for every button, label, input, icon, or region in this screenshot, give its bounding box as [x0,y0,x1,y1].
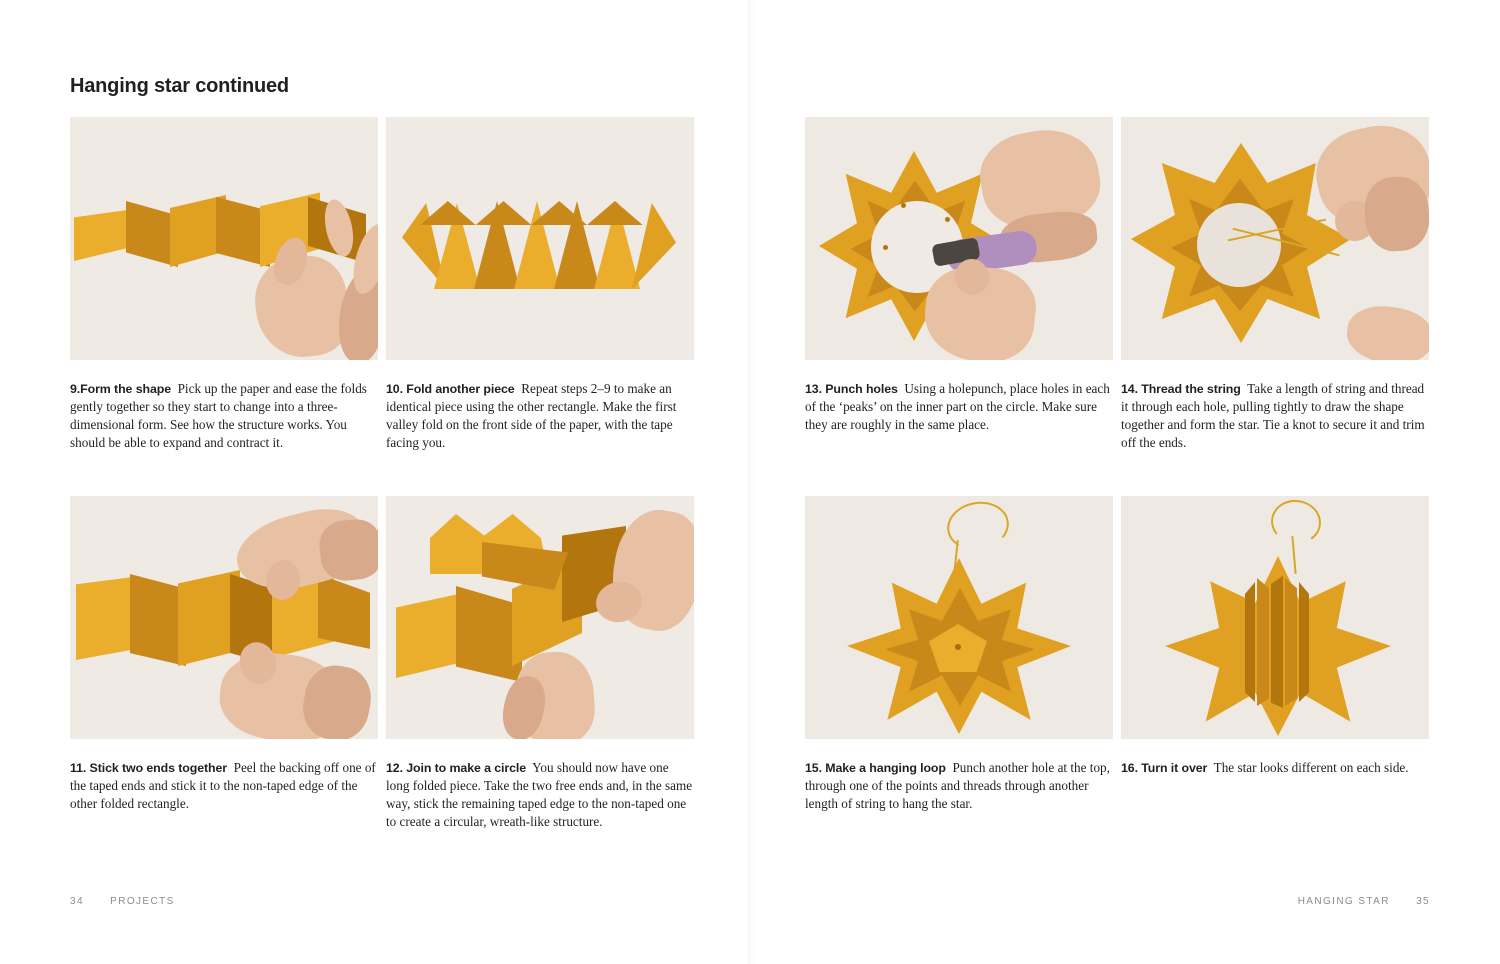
step-12-caption [386,759,694,831]
step-11-image [70,496,378,739]
step-15-heading: Make a hanging loop [825,761,946,775]
step-14-body: Take a length of string and thread it through each hole, pulling tightly to draw the shape together and form the star. Tie a knot to secure it and trim off the ends. [1121,381,1425,450]
step-16-caption [1121,759,1429,777]
footer-section-left: PROJECTS [110,896,175,907]
step-16-number: 16. [1121,761,1138,775]
page-title: Hanging star continued [70,75,289,98]
step-15-number: 15. [805,761,822,775]
step-10-body: Repeat steps 2–9 to make an identical piece using the other rectangle. Make the first valley fold on the front side of the paper, with the tape facing you. [386,381,677,450]
step-11-body: Peel the backing off one of the taped ends and stick it to the non-taped edge of the other folded rectangle. [70,760,376,811]
step-12-heading: Join to make a circle [406,761,527,775]
step-15-caption [805,759,1113,813]
step-16-heading: Turn it over [1141,761,1208,775]
step-14-image [1121,117,1429,360]
step-12-image [386,496,694,739]
step-14-number: 14. [1121,382,1138,396]
step-16-body: The star looks different on each side. [1213,760,1409,775]
step-9-caption [70,380,378,452]
step-12-number: 12. [386,761,403,775]
step-9-body: Pick up the paper and ease the folds gently together so they start to change into a three-dimensional form. See how the structure works. You should be able to expand and contract it. [70,381,367,450]
step-11-number: 11. [70,761,87,775]
step-15-body: Punch another hole at the top, through one of the points and threads through another length of string to hang the star. [805,760,1110,811]
step-13 [805,117,1113,434]
page-number-left: 34 [70,896,84,907]
step-13-number: 13. [805,382,822,396]
step-12 [386,496,694,831]
step-14-caption [1121,380,1429,452]
step-10 [386,117,694,452]
step-13-caption [805,380,1113,434]
step-11 [70,496,378,813]
spine-shadow [748,0,754,964]
step-13-image [805,117,1113,360]
step-13-body: Using a holepunch, place holes in each of the ‘peaks’ on the inner part on the circle. Make sure they are roughly in the same place. [805,381,1110,432]
footer-right [1298,896,1430,907]
step-11-heading: Stick two ends together [89,761,228,775]
step-13-heading: Punch holes [825,382,898,396]
step-14-heading: Thread the string [1141,382,1241,396]
step-9-heading: Form the shape [80,382,171,396]
step-15 [805,496,1113,813]
step-9-image [70,117,378,360]
step-16-image [1121,496,1429,739]
step-9-number: 9. [70,382,81,396]
step-15-image [805,496,1113,739]
footer-left [70,896,175,907]
step-14 [1121,117,1429,452]
step-9 [70,117,378,452]
step-10-heading: Fold another piece [406,382,515,396]
step-10-number: 10. [386,382,403,396]
step-12-body: You should now have one long folded piece. Take the two free ends and, in the same way, stick the remaining taped edge to the non-taped one to create a circular, wreath-like structure. [386,760,693,829]
step-10-caption [386,380,694,452]
page-number-right: 35 [1416,896,1430,907]
step-16 [1121,496,1429,777]
step-11-caption [70,759,378,813]
footer-section-right: HANGING STAR [1297,896,1390,907]
step-10-image [386,117,694,360]
